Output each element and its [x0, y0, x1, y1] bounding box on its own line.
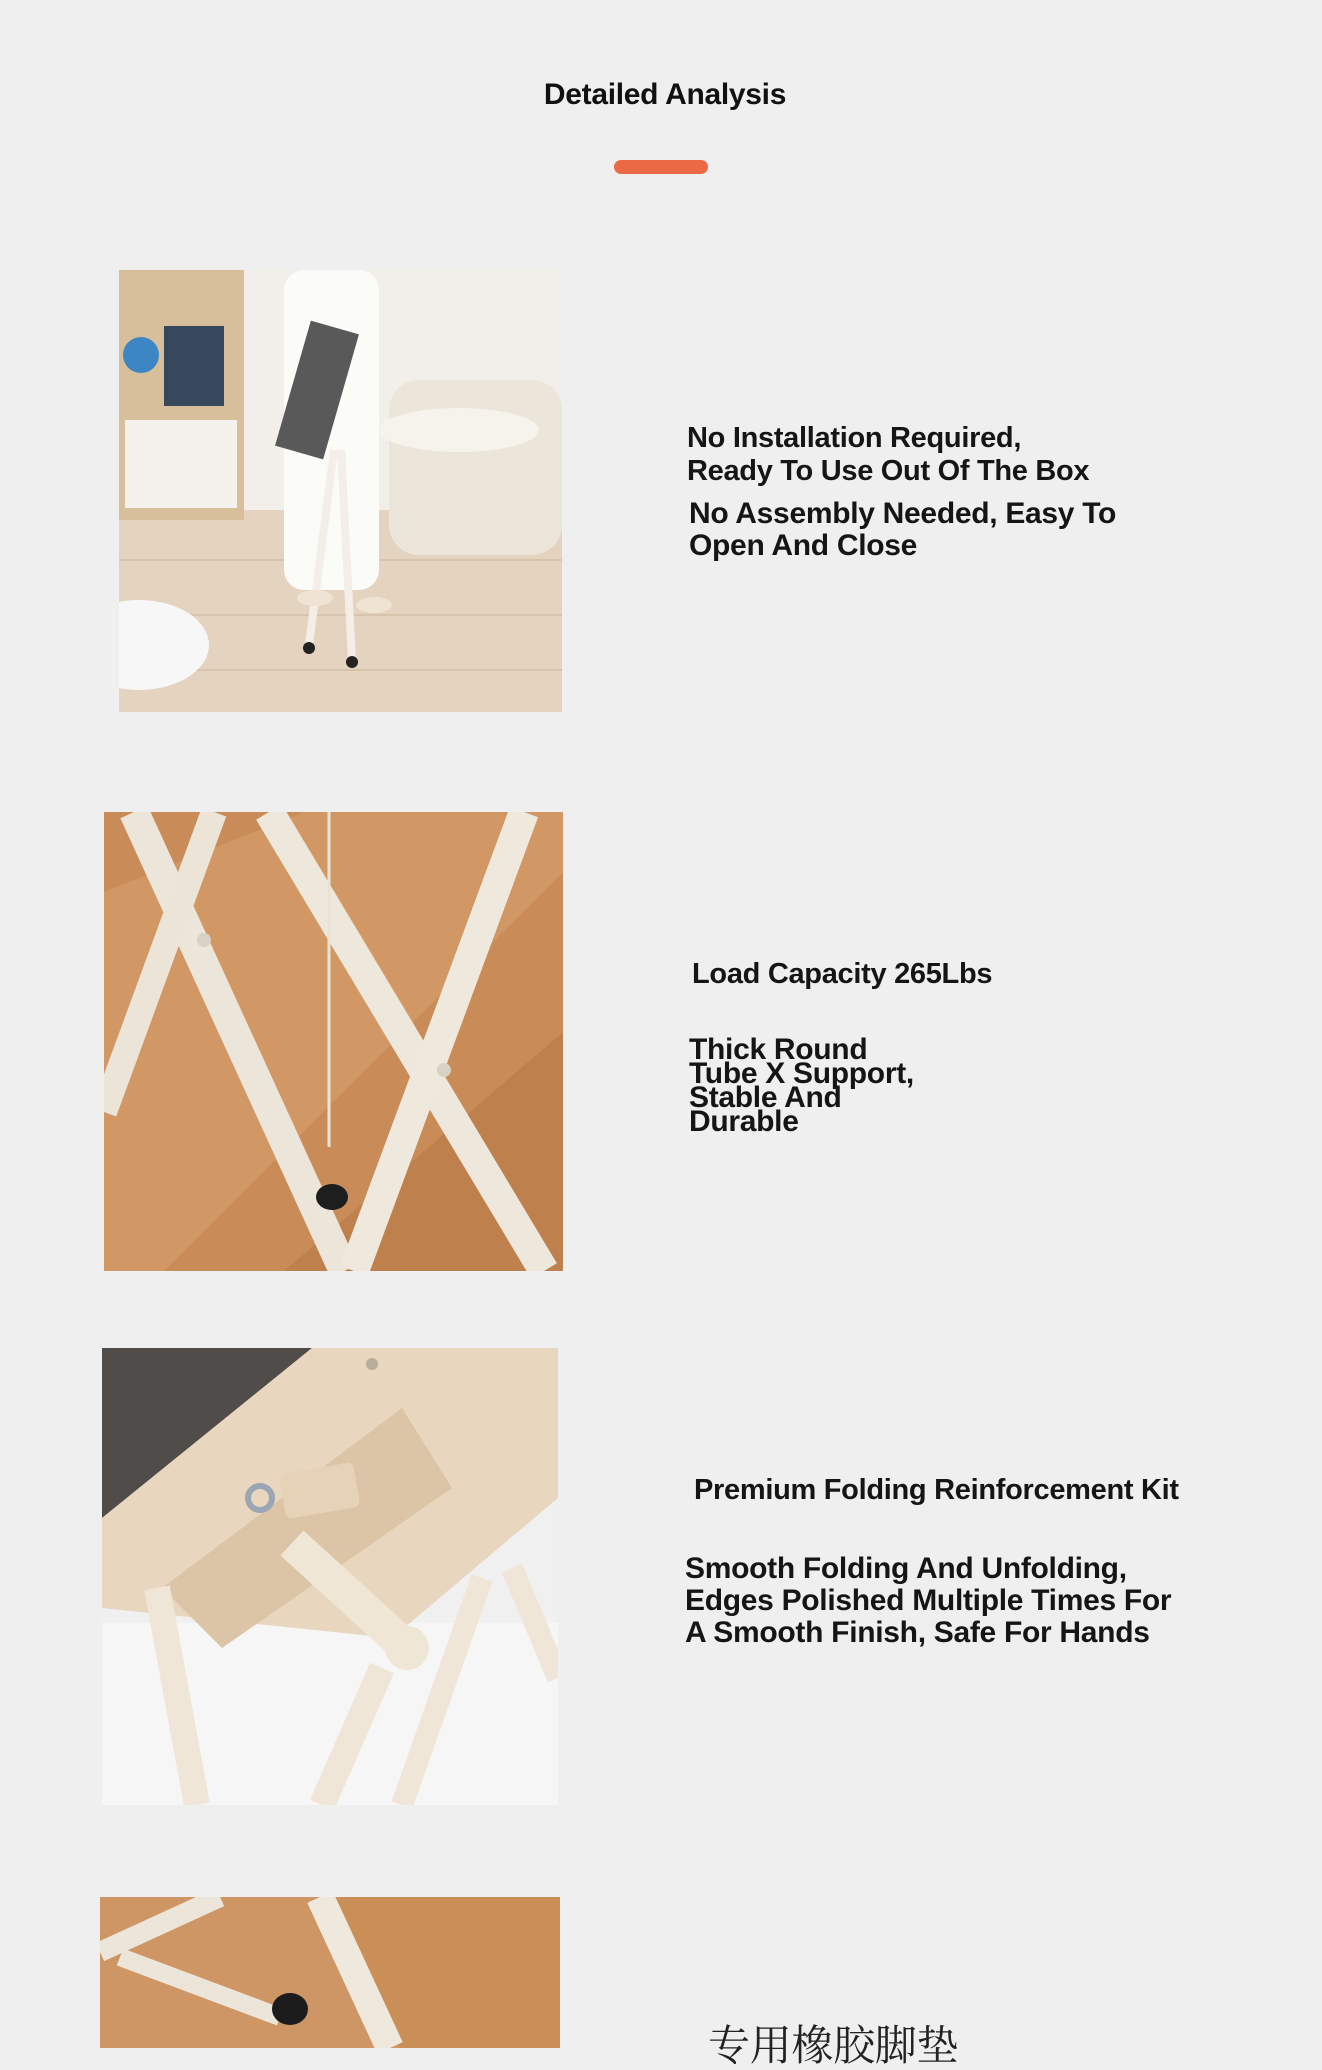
feature-image-x-support-legs [104, 812, 563, 1271]
feature-1-body: No Assembly Needed, Easy To Open And Close [689, 497, 1117, 562]
feature-3-body: Smooth Folding And Unfolding, Edges Polished Multiple Times For A Smooth Finish, Safe For Hands [685, 1552, 1172, 1649]
feature-1-heading: No Installation Required, Ready To Use Out Of The Box [687, 422, 1090, 487]
feature-image-folding-hinge [102, 1348, 558, 1805]
feature-image-rubber-foot [100, 1897, 560, 2048]
title-accent-bar [614, 160, 708, 174]
page-title: Detailed Analysis [543, 78, 787, 111]
feature-3-heading: Premium Folding Reinforcement Kit [694, 1474, 1179, 1506]
feature-image-folding-stool [119, 270, 562, 712]
feature-4-heading: 专用橡胶脚垫 [708, 2021, 959, 2070]
feature-2-body: Thick Round Tube X Support, Stable And Durable [689, 1033, 914, 1138]
feature-2-heading: Load Capacity 265Lbs [692, 958, 993, 990]
